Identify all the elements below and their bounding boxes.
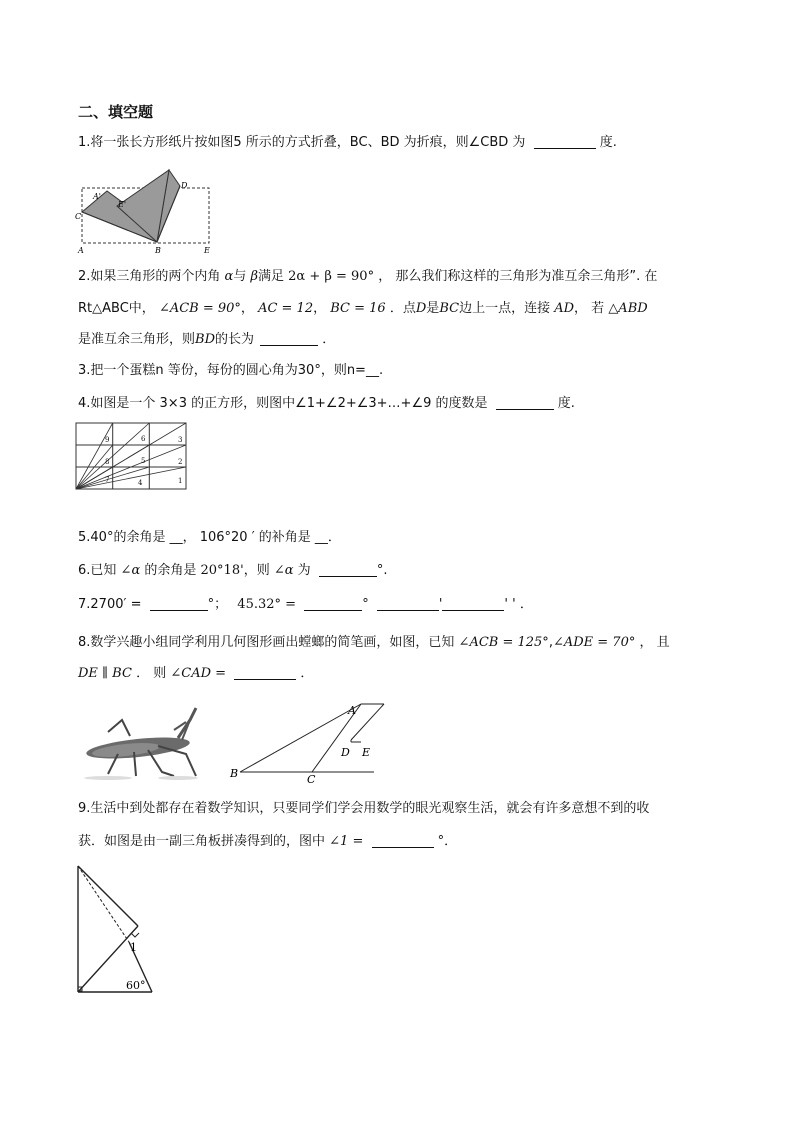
q7-a: 7.2700	[78, 597, 124, 612]
q4-angle-label-4: 4	[138, 479, 143, 487]
question-1	[78, 134, 617, 152]
q7-answer-blank-4[interactable]	[442, 596, 504, 611]
q2-text-a: 2.如果三角形的两个内角	[78, 269, 221, 284]
q8-end: ．	[300, 666, 314, 681]
q2-point-d: D	[415, 301, 427, 316]
q8-label-a: A	[348, 704, 356, 717]
q9-label-60: 60°	[126, 979, 146, 992]
q8-geometry-figure	[228, 700, 388, 786]
q6-suffix: °.	[376, 563, 388, 578]
q6-prefix: 6.已知	[78, 563, 117, 578]
q4-angle-label-2: 2	[178, 458, 183, 466]
q1-suffix: 度.	[599, 135, 617, 150]
q6-answer-blank[interactable]	[319, 562, 377, 577]
question-8-line-1: 8.数学兴趣小组同学利用几何图形画出螳螂的简笔画，如图，已知 ∠ACB = 125°,∠ADE = 70° ， 且	[78, 635, 670, 650]
q8-text-and: ， 且	[639, 635, 670, 650]
q2-alpha: α	[224, 269, 234, 284]
q2-seg-ad: AD	[554, 301, 575, 316]
q7-a-mark: ′	[123, 597, 127, 612]
q1-label-e-prime: E'	[118, 200, 127, 209]
q2-text-rt: Rt△ABC中，	[78, 301, 155, 316]
q2-end: ．	[322, 332, 336, 347]
q8-label-e: E	[362, 746, 371, 759]
q7-b: 45.32° =	[237, 597, 297, 612]
q1-label-a-prime: A'	[93, 192, 101, 201]
question-5: 5.40°的余角是 __， 106°20 ′ 的补角是 __．	[78, 530, 341, 545]
q9-formula: ∠1 =	[329, 834, 364, 849]
q8-label-b: B	[230, 767, 239, 780]
q7-min: '	[438, 597, 443, 612]
q2-text-shi: 是	[426, 301, 440, 316]
q4-answer-blank[interactable]	[496, 395, 554, 410]
question-9-line-2	[78, 833, 457, 851]
q7-deg2: °	[362, 597, 369, 612]
q8-formula-4: ∠CAD =	[170, 666, 227, 681]
q2-yu: 与	[233, 269, 247, 284]
q7-answer-blank-3[interactable]	[377, 596, 439, 611]
q1-folding-figure	[74, 164, 214, 256]
q2-text-if: ， 若	[574, 301, 605, 316]
q6-angle: ∠α	[120, 563, 141, 578]
q9-end: °．	[437, 834, 458, 849]
q4-angle-label-3: 3	[178, 436, 183, 444]
q1-label-c: C	[75, 212, 82, 221]
q6-middle: 的余角是	[144, 563, 197, 578]
q1-label-e: E	[204, 246, 210, 255]
q2-text-connect: 边上一点，连接	[459, 301, 551, 316]
q4-angle-label-1: 1	[178, 477, 183, 485]
q2-seg-bd: BD	[195, 332, 215, 347]
q1-label-b: B	[155, 246, 161, 255]
q2-beta: β	[250, 269, 258, 284]
q8-formula-1: ∠ACB = 125°	[458, 635, 549, 650]
q6-angle2: ∠α	[273, 563, 294, 578]
q8-answer-blank[interactable]	[234, 665, 296, 680]
q4-text: 4.如图是一个 3×3 的正方形，则图中∠1+∠2+∠3+…+∠9 的度数是	[78, 396, 488, 411]
q6-middle3: 为	[297, 563, 311, 578]
q8-text: 8.数学兴趣小组同学利用几何图形画出螳螂的简笔画，如图，已知	[78, 635, 455, 650]
q2-seg-bc: BC	[439, 301, 460, 316]
q2-text-3a: 是准互余三角形，则	[78, 332, 196, 347]
q7-answer-blank-1[interactable]	[150, 596, 208, 611]
question-8-line-2	[78, 665, 313, 683]
q2-formula-2: ∠ACB = 90°	[158, 301, 241, 316]
question-6	[78, 562, 387, 580]
q8-label-d: D	[341, 746, 350, 759]
q7-answer-blank-2[interactable]	[304, 596, 362, 611]
q1-label-d: D	[181, 181, 188, 190]
q1-text: 1.将一张长方形纸片按如图5 所示的方式折叠，BC、BD 为折痕，则∠CBD 为	[78, 135, 526, 150]
question-2-line-3	[78, 331, 335, 349]
q2-text-c: ， 那么我们称这样的三角形为准互余三角形”. 在	[378, 269, 658, 284]
q8-formula-2: ∠ADE = 70°	[552, 635, 636, 650]
q1-label-a: A	[78, 246, 84, 255]
q2-answer-blank[interactable]	[260, 331, 318, 346]
q8-text-then: ． 则	[136, 666, 167, 681]
question-7	[78, 596, 533, 614]
q4-grid-figure	[74, 420, 190, 492]
q6-middle2: ，则	[243, 563, 270, 578]
q6-value: 20°18'	[200, 563, 244, 578]
q2-triangle-abd: △ABD	[608, 301, 648, 316]
q9-triangle-figure	[72, 862, 162, 998]
question-9-line-1: 9.生活中到处都存在着数学知识，只要同学们学会用数学的眼光观察生活，就会有许多意想不到的收	[78, 801, 650, 816]
q2-text-3b: 的长为	[215, 332, 255, 347]
question-2-line-2: Rt△ABC中， ∠ACB = 90°， AC = 12， BC = 16 ．点D是BC边上一点，连接 AD， 若 △ABD	[78, 301, 648, 316]
q2-formula-4: BC = 16	[330, 301, 386, 316]
q7-sec: ' '	[504, 597, 516, 612]
question-3: 3.把一个蛋糕n 等份，每份的圆心角为30°，则n=__.	[78, 363, 384, 378]
mantis-image	[78, 700, 204, 780]
q2-formula-1: 2α + β = 90°	[288, 269, 375, 284]
q9-text: 获．如图是由一副三角板拼凑得到的，图中	[78, 834, 326, 849]
q9-answer-blank[interactable]	[372, 833, 434, 848]
question-4	[78, 395, 575, 413]
q2-text-point: ．点	[389, 301, 416, 316]
q2-text-b: 满足	[258, 269, 285, 284]
q4-suffix: 度.	[557, 396, 575, 411]
q4-angle-label-8: 8	[105, 458, 110, 466]
question-2-line-1	[78, 268, 657, 286]
q7-end: ．	[519, 597, 533, 612]
q1-answer-blank[interactable]	[534, 134, 596, 149]
q8-formula-3: DE ∥ BC	[78, 666, 132, 681]
q7-eq: =	[130, 597, 142, 612]
q2-formula-3: AC = 12	[258, 301, 314, 316]
section-title: 二、填空题	[78, 103, 154, 121]
q9-label-angle-1: 1	[130, 941, 137, 954]
q7-deg: °；	[207, 597, 228, 612]
q4-angle-label-5: 5	[141, 457, 146, 465]
q8-label-c: C	[307, 773, 316, 786]
q4-angle-label-9: 9	[105, 436, 110, 444]
q4-angle-label-6: 6	[141, 435, 146, 443]
q4-angle-label-7: 7	[105, 476, 110, 484]
